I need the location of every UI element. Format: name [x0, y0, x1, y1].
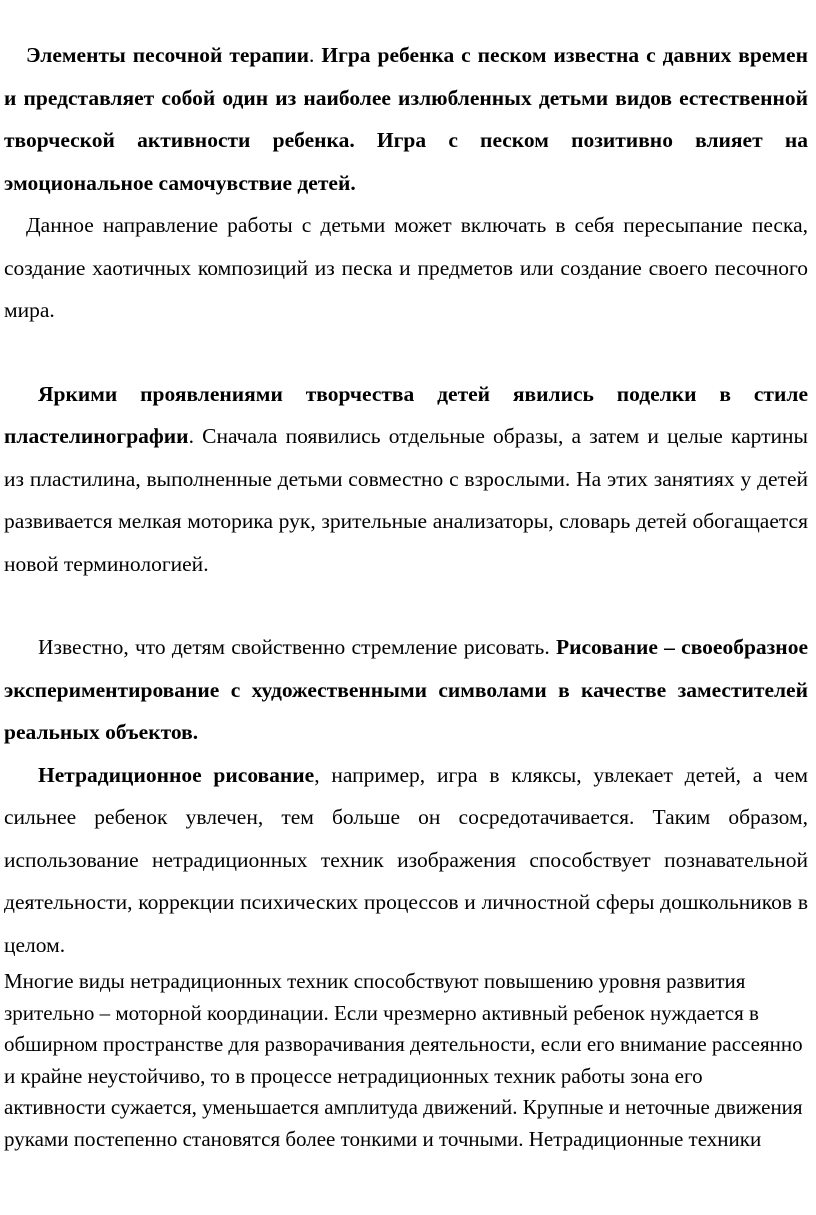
paragraph-spacer — [0, 585, 816, 626]
plasticine-heading: Яркими проявлениями творчества детей явились поделки в стиле пластелинографии — [4, 381, 808, 448]
sand-direction-text: Данное направление работы с детьми может включать в себя пересыпание песка, создание хаотичных композиций из песка и предметов или создание своего песочного мира. — [4, 213, 808, 322]
paragraph-spacer — [0, 332, 816, 373]
paragraph-nontraditional-drawing — [0, 754, 808, 967]
nontraditional-drawing-heading: Нетрадиционное рисование — [38, 762, 315, 787]
drawing-intro-text: Известно, что детям свойственно стремление рисовать. — [38, 635, 556, 659]
sand-therapy-heading-dot: . — [309, 43, 315, 67]
nontraditional-techniques-text: Многие виды нетрадиционных техник способствуют повышению уровня развития зрительно – моторной координации. Если чрезмерно активный ребенок нуждается в обширном пространстве для разворачивания деятельности, если его внимание рассеянно и крайне неустойчиво, то в процессе нетрадиционных техник работы зона его активности сужается, уменьшается амплитуда движений. Крупные и неточные движения руками постепенно становятся более тонкими и точными. Нетрадиционные техники — [4, 969, 803, 1151]
plasticine-text: . Сначала появились отдельные образы, а затем и целые картины из пластилина, выполненные детьми совместно с взрослыми. На этих занятиях у детей развивается мелкая моторика рук, зрительные анализаторы, словарь детей обогащается новой терминологией. — [4, 424, 808, 576]
paragraph-sand-direction — [0, 204, 808, 332]
sand-therapy-heading: Элементы песочной терапии — [26, 43, 310, 67]
paragraph-sand-therapy — [0, 34, 808, 204]
paragraph-drawing — [0, 626, 808, 754]
document-page — [0, 34, 816, 1155]
paragraph-nontraditional-techniques — [0, 966, 808, 1155]
drawing-definition: Рисование – своеобразное экспериментирование с художественными символами в качестве заместителей реальных объектов. — [4, 635, 808, 744]
nontraditional-drawing-text: , например, игра в кляксы, увлекает детей, а чем сильнее ребенок увлечен, тем больше он сосредотачивается. Таким образом, использование нетрадиционных техник изображения способствует познавательной деятельности, коррекции психических процессов и личностной сферы дошкольников в целом. — [4, 762, 809, 957]
paragraph-plasticine — [0, 373, 808, 586]
sand-therapy-bold-text: Игра ребенка с песком известна с давних времен и представляет собой один из наиболее излюбленных детьми видов естественной творческой активности ребенка. Игра с песком позитивно влияет на эмоциональное самочувствие детей. — [4, 43, 808, 195]
